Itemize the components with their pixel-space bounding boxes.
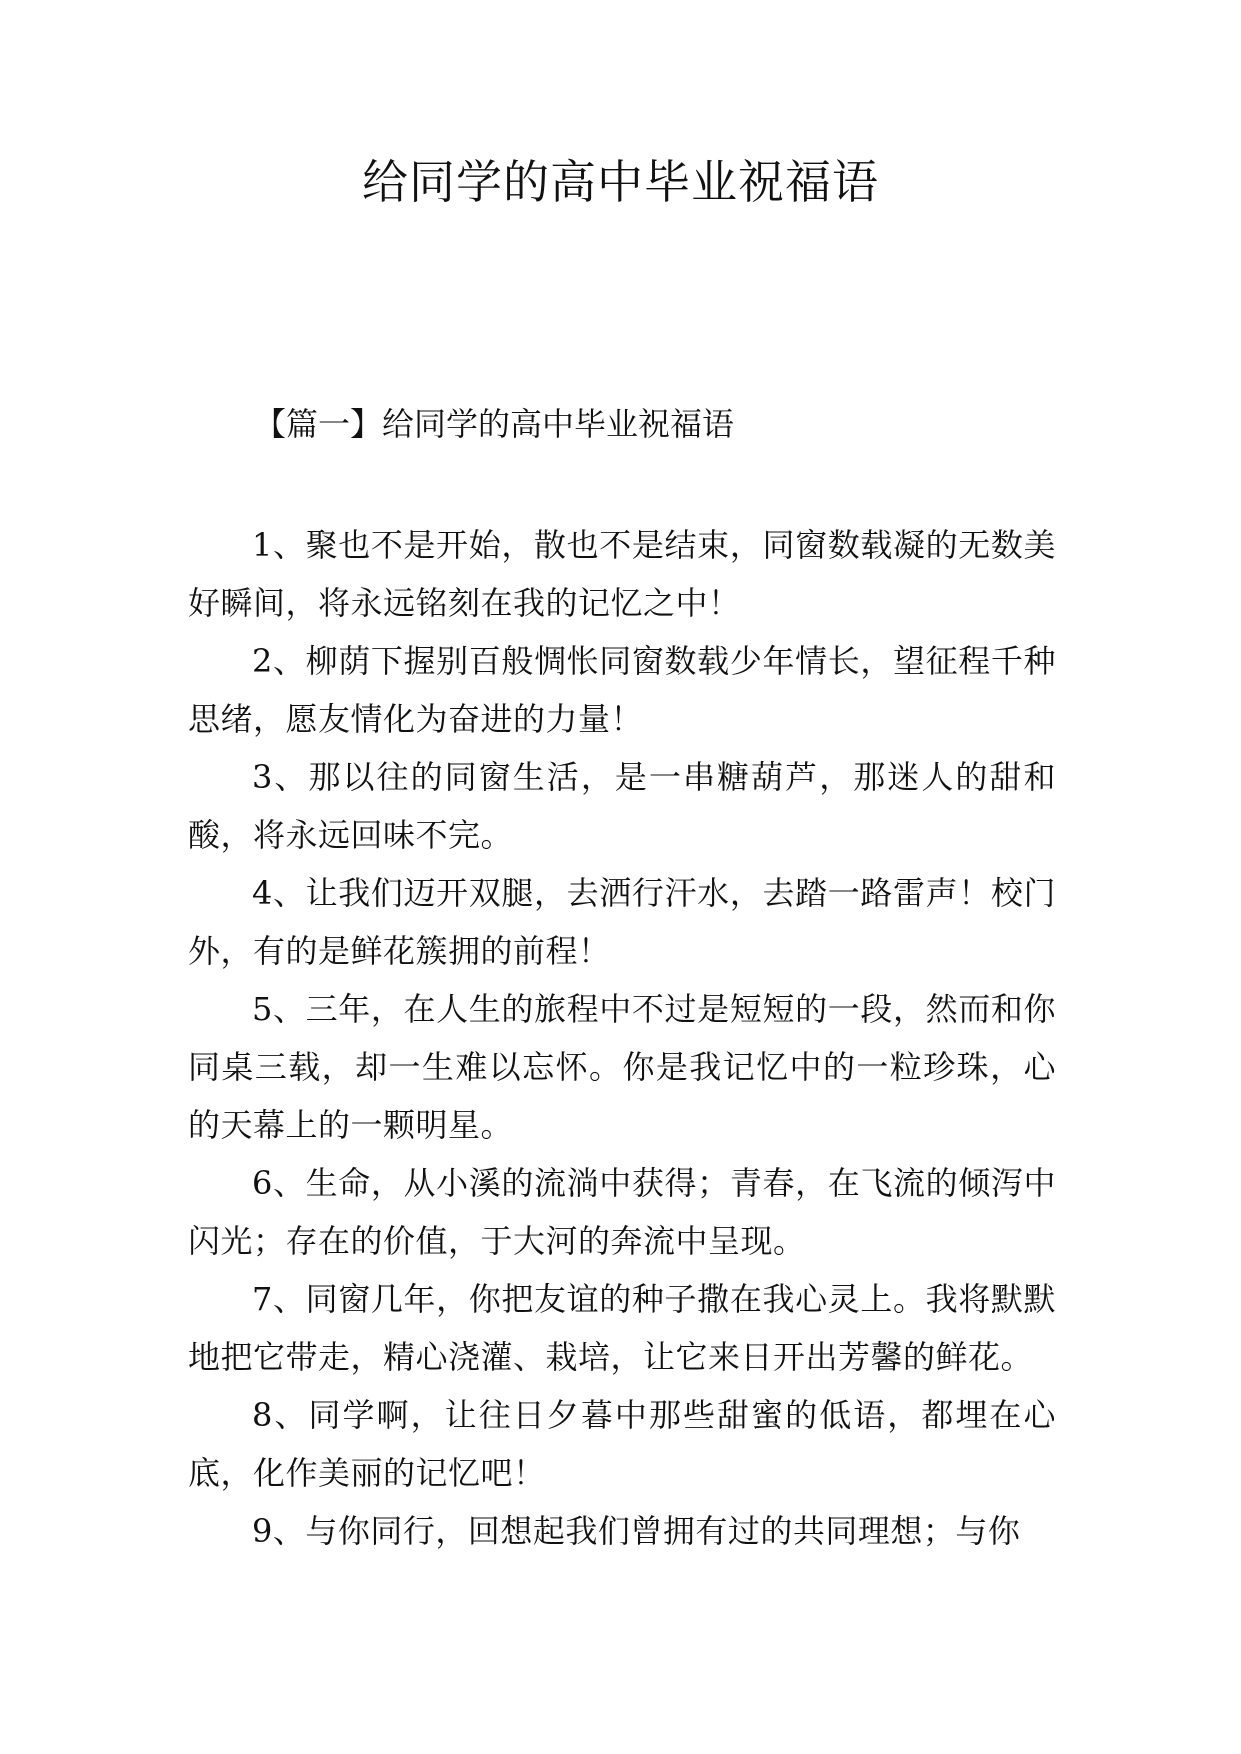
paragraph-8: 8、同学啊，让往日夕暮中那些甜蜜的低语，都埋在心底，化作美丽的记忆吧！: [188, 1396, 1056, 1492]
paragraph-9: 9、与你同行，回想起我们曾拥有过的共同理想；与你: [252, 1512, 1021, 1550]
paragraph-4: 4、让我们迈开双腿，去洒行汗水，去踏一路雷声！校门外，有的是鲜花簇拥的前程！: [188, 874, 1056, 970]
paragraph-6: 6、生命，从小溪的流淌中获得；青春，在飞流的倾泻中闪光；存在的价值，于大河的奔流中呈现。: [188, 1164, 1056, 1260]
blessing-list: [188, 516, 1056, 1560]
paragraph-5: 5、三年，在人生的旅程中不过是短短的一段，然而和你同桌三载，却一生难以忘怀。你是我记忆中的一粒珍珠，心的天幕上的一颗明星。: [188, 990, 1056, 1144]
paragraph-2: 2、柳荫下握别百般惆怅同窗数载少年情长，望征程千种思绪，愿友情化为奋进的力量！: [188, 642, 1056, 738]
section-heading: 【篇一】给同学的高中毕业祝福语: [254, 405, 735, 443]
paragraph-1: 1、聚也不是开始，散也不是结束，同窗数载凝的无数美好瞬间，将永远铭刻在我的记忆之中！: [188, 526, 1056, 622]
document-title: 给同学的高中毕业祝福语: [362, 155, 879, 209]
paragraph-3: 3、那以往的同窗生活，是一串糖葫芦，那迷人的甜和酸，将永远回味不完。: [188, 758, 1056, 854]
paragraph-7: 7、同窗几年，你把友谊的种子撒在我心灵上。我将默默地把它带走，精心浇灌、栽培，让它来日开出芳馨的鲜花。: [188, 1280, 1056, 1376]
